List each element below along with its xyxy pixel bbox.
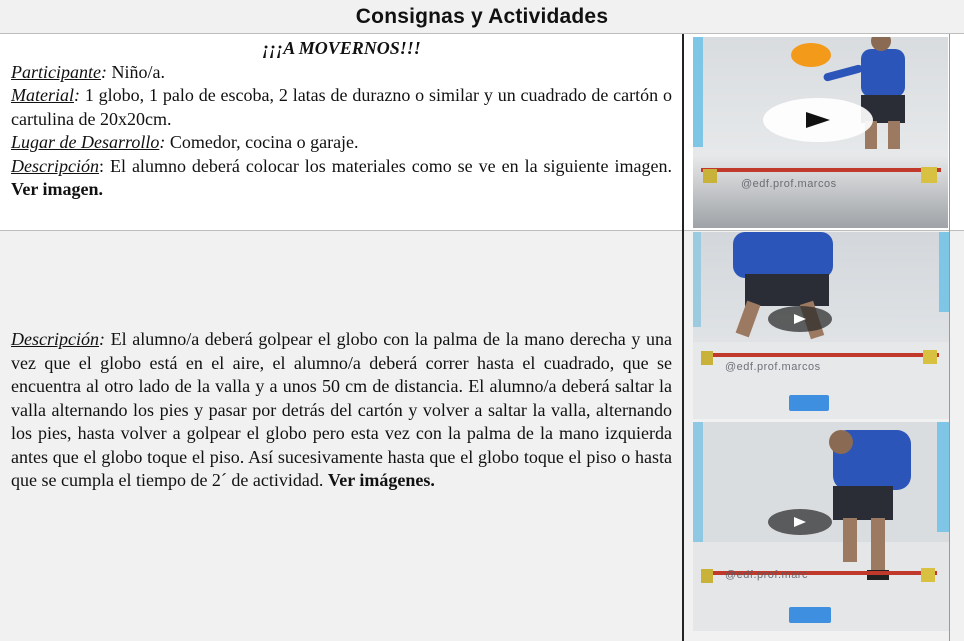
description-label-2: Descripción bbox=[11, 329, 99, 349]
description-value: El alumno deberá colocar los materiales como se ve en la siguiente imagen. bbox=[104, 155, 672, 176]
video-thumbnail-3[interactable] bbox=[693, 422, 949, 631]
play-button-2[interactable] bbox=[768, 306, 832, 332]
description-sep-2: : bbox=[98, 329, 105, 349]
participant-line bbox=[11, 61, 672, 85]
column-divider bbox=[682, 34, 684, 641]
description-value-2: El alumno/a deberá golpear el globo con la palma de la mano derecha y una vez que el globo está en el aire, el alumno/a deberá correr hasta el cuadrado, que se encuentra al otro lado de la valla y a unos 50 cm de distancia. El alumno/a deberá saltar la valla alternando los pies y pasar por detrás del cartón y volver a saltar la valla, alternando los pies, hasta volver a golpear el globo pero esta vez con la palma de la mano izquierda antes que el globo toque el piso. Así sucesivamente hasta que el globo toque el piso o hasta que se cumpla el tiempo de 2´ de actividad. bbox=[11, 329, 672, 490]
table-right-border bbox=[949, 34, 950, 641]
page-title: Consignas y Actividades bbox=[355, 4, 609, 28]
see-image-link[interactable]: Ver imagen. bbox=[11, 179, 103, 199]
place-line bbox=[11, 131, 672, 155]
balloon bbox=[791, 43, 831, 67]
material-label: Material bbox=[11, 85, 74, 105]
description-line bbox=[11, 155, 672, 202]
watermark: @edf.prof.marcos bbox=[725, 361, 821, 373]
activity-1-text bbox=[11, 37, 672, 202]
play-icon bbox=[794, 517, 806, 527]
place-value: Comedor, cocina o garaje. bbox=[165, 132, 359, 152]
material-value: 1 globo, 1 palo de escoba, 2 latas de durazno o similar y un cuadrado de cartón o cartulina de 20x20cm. bbox=[11, 85, 672, 129]
play-button[interactable] bbox=[763, 98, 873, 142]
participant-label: Participante bbox=[11, 61, 101, 82]
play-icon bbox=[806, 112, 830, 128]
cardboard-square bbox=[789, 395, 829, 411]
material-sep: : bbox=[74, 85, 80, 105]
row-divider bbox=[0, 230, 964, 231]
broomstick-hurdle bbox=[701, 168, 941, 172]
play-icon bbox=[794, 314, 806, 324]
watermark: @edf.prof.marcos bbox=[741, 178, 837, 190]
activity-2-text bbox=[11, 328, 672, 493]
video-thumbnail-1[interactable] bbox=[693, 37, 948, 228]
activity-title: ¡¡¡A MOVERNOS!!! bbox=[262, 38, 421, 58]
see-images-link[interactable]: Ver imágenes. bbox=[327, 470, 435, 490]
place-label: Lugar de Desarrollo bbox=[11, 132, 160, 152]
description-line-2 bbox=[11, 328, 672, 493]
table-header bbox=[0, 0, 964, 34]
material-line bbox=[11, 84, 672, 131]
participant-sep: : bbox=[100, 61, 107, 82]
participant-value: Niño/a. bbox=[106, 61, 165, 82]
video-thumbnail-2[interactable] bbox=[693, 232, 949, 419]
place-sep: : bbox=[159, 132, 166, 152]
description-sep: : bbox=[98, 155, 104, 176]
play-button-3[interactable] bbox=[768, 509, 832, 535]
watermark-cropped: @edf.prof.marc bbox=[725, 569, 808, 581]
description-label: Descripción bbox=[11, 155, 99, 176]
